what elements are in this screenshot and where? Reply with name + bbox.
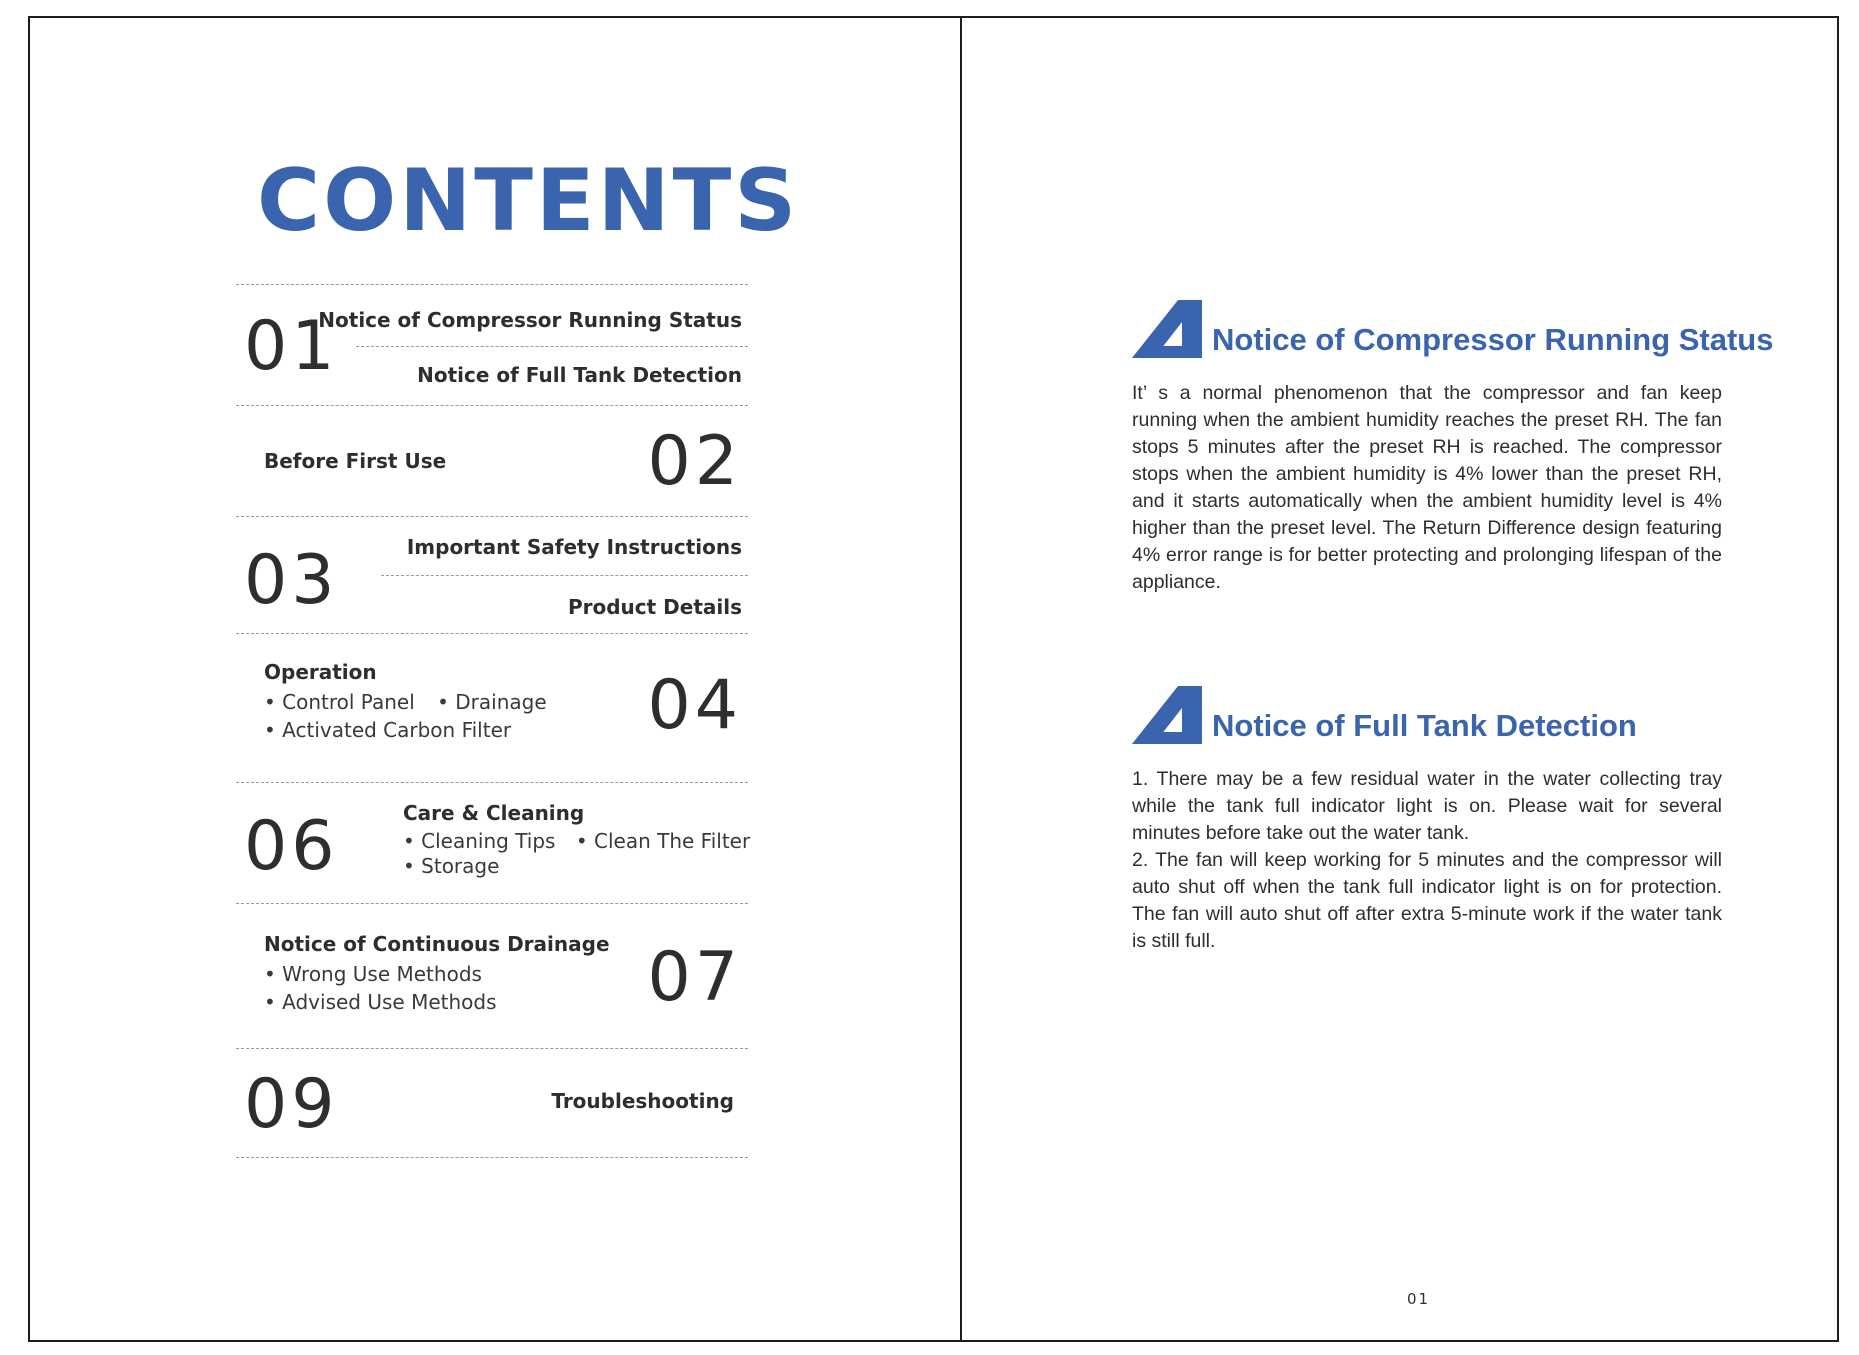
toc-item-troubleshooting[interactable]: Troubleshooting (551, 1089, 734, 1113)
notices-page (962, 18, 1837, 1340)
care-cleaning-bullets (403, 829, 750, 879)
notice-body (1132, 766, 1722, 955)
toc-section-07[interactable] (236, 903, 748, 1048)
notice-heading (1132, 686, 1722, 746)
toc-sub-divider (381, 575, 748, 576)
toc-section-04[interactable] (236, 633, 748, 782)
toc-sub-divider (356, 346, 748, 347)
section-number: 09 (244, 1065, 339, 1144)
notice-compressor-running-status (1132, 300, 1774, 596)
toc-item-important-safety-instructions[interactable]: Important Safety Instructions (406, 535, 742, 559)
section-number: 03 (244, 541, 339, 620)
section-number: 02 (647, 422, 742, 501)
toc-section-03[interactable] (236, 516, 748, 633)
notice-heading (1132, 300, 1774, 360)
toc-section-09[interactable] (236, 1048, 748, 1158)
bullet-wrong-use-methods[interactable]: • Wrong Use Methods (264, 962, 482, 986)
toc-item-before-first-use[interactable]: Before First Use (264, 449, 447, 473)
toc-item-full-tank-detection[interactable]: Notice of Full Tank Detection (417, 363, 742, 387)
operation-bullets (264, 688, 547, 744)
bullet-cleaning-tips[interactable]: • Cleaning Tips (403, 829, 556, 853)
section-number: 07 (647, 938, 742, 1017)
toc-section-06[interactable] (236, 782, 751, 903)
manual-spread (28, 16, 1839, 1342)
notice-body (1132, 380, 1722, 596)
bullet-clean-the-filter[interactable]: • Clean The Filter (575, 829, 751, 853)
toc-section-01[interactable] (236, 284, 748, 405)
toc-item-care-cleaning[interactable]: Care & Cleaning (403, 801, 585, 825)
toc-item-continuous-drainage[interactable]: Notice of Continuous Drainage (264, 932, 610, 956)
section-number: 04 (647, 666, 742, 745)
bullet-storage[interactable]: • Storage (403, 854, 500, 878)
bullet-control-panel[interactable]: • Control Panel (264, 690, 415, 714)
toc-item-operation[interactable]: Operation (264, 660, 377, 684)
toc-item-product-details[interactable]: Product Details (567, 595, 742, 619)
bullet-advised-use-methods[interactable]: • Advised Use Methods (264, 990, 497, 1014)
page-number: 01 (1407, 1290, 1431, 1308)
notice-paragraph: It’ s a normal phenomenon that the compressor and fan keep running when the ambient humidity reaches the preset RH. The fan stops 5 minutes after the preset RH is reached. The compressor stops when the ambient humidity is 4% lower than the preset RH, and it starts automatically when the ambient humidity level is 4% higher than the preset level. The Return Difference design featuring 4% error range is for better protecting and prolonging lifespan of the appliance. (1132, 382, 1722, 593)
contents-page (30, 18, 960, 1340)
notice-full-tank-detection (1132, 686, 1722, 955)
bullet-activated-carbon-filter[interactable]: • Activated Carbon Filter (264, 718, 512, 742)
contents-title: CONTENTS (257, 151, 800, 251)
bullet-drainage[interactable]: • Drainage (437, 690, 547, 714)
section-number: 01 (244, 307, 339, 386)
table-of-contents (236, 284, 751, 1158)
notice-title: Notice of Full Tank Detection (1212, 708, 1637, 743)
notice-paragraph: 1. There may be a few residual water in the water collecting tray while the tank full indicator light is on. Please wait for several minutes before take out the water tank. (1132, 768, 1722, 844)
notice-paragraph: 2. The fan will keep working for 5 minutes and the compressor will auto shut off when the tank full indicator light is on for protection. The fan will auto shut off after extra 5-minute work if the water tank is still full. (1132, 849, 1722, 952)
chevron-slash-icon (1132, 686, 1202, 744)
chevron-slash-icon (1132, 300, 1202, 358)
continuous-drainage-bullets (264, 960, 497, 1016)
toc-section-02[interactable] (236, 405, 748, 516)
notice-title: Notice of Compressor Running Status (1212, 322, 1774, 357)
toc-item-compressor-running-status[interactable]: Notice of Compressor Running Status (318, 308, 742, 332)
section-number: 06 (244, 807, 339, 886)
